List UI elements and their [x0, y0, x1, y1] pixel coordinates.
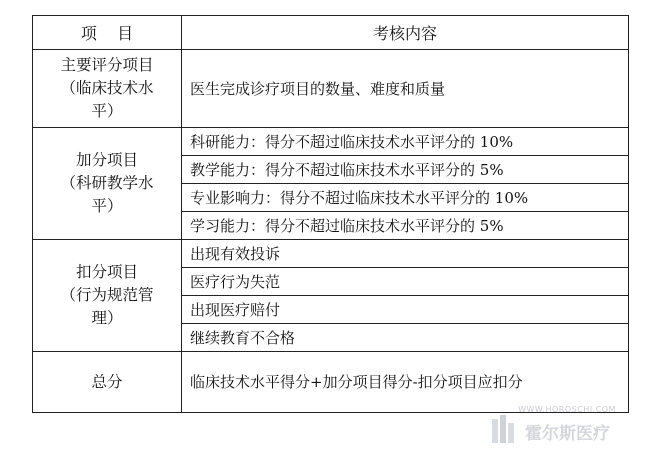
category-line: 理） — [91, 309, 123, 327]
category-main — [33, 50, 182, 128]
category-line: 平） — [91, 197, 123, 215]
category-line: 主要评分项目 — [60, 56, 154, 74]
table-row — [33, 352, 629, 413]
category-total — [33, 352, 182, 413]
category-line: 平） — [91, 102, 123, 120]
category-line: （科研教学水 — [60, 174, 154, 192]
content-cell: 医生完成诊疗项目的数量、难度和质量 — [182, 50, 629, 128]
table-row — [33, 128, 629, 156]
content-cell: 科研能力：得分不超过临床技术水平评分的 10% — [182, 128, 629, 156]
content-cell: 出现有效投诉 — [182, 240, 629, 268]
category-line: （行为规范管 — [60, 286, 154, 304]
category-line: （临床技术水 — [60, 79, 154, 97]
table-row — [33, 50, 629, 128]
content-cell: 专业影响力：得分不超过临床技术水平评分的 10% — [182, 184, 629, 212]
category-line: 扣分项目 — [75, 263, 138, 281]
watermark-name: 霍尔斯医疗 — [525, 424, 610, 444]
watermark-url: WWW.HOROSCHI.COM — [518, 405, 616, 414]
category-bonus — [33, 128, 182, 240]
content-cell: 医疗行为失范 — [182, 268, 629, 296]
content-cell: 临床技术水平得分+加分项目得分-扣分项目应扣分 — [182, 352, 629, 413]
category-line: 总分 — [91, 372, 123, 391]
watermark — [454, 405, 624, 449]
hospital-logo-icon — [488, 413, 518, 445]
header-row — [33, 16, 629, 50]
table-row — [33, 240, 629, 268]
content-cell: 继续教育不合格 — [182, 324, 629, 352]
category-deduction — [33, 240, 182, 352]
category-line: 加分项目 — [75, 151, 138, 169]
assessment-table — [32, 15, 629, 413]
content-cell: 教学能力：得分不超过临床技术水平评分的 5% — [182, 156, 629, 184]
content-cell: 出现医疗赔付 — [182, 296, 629, 324]
content-cell: 学习能力：得分不超过临床技术水平评分的 5% — [182, 212, 629, 240]
header-content: 考核内容 — [182, 16, 629, 50]
header-item: 项 目 — [33, 16, 182, 50]
